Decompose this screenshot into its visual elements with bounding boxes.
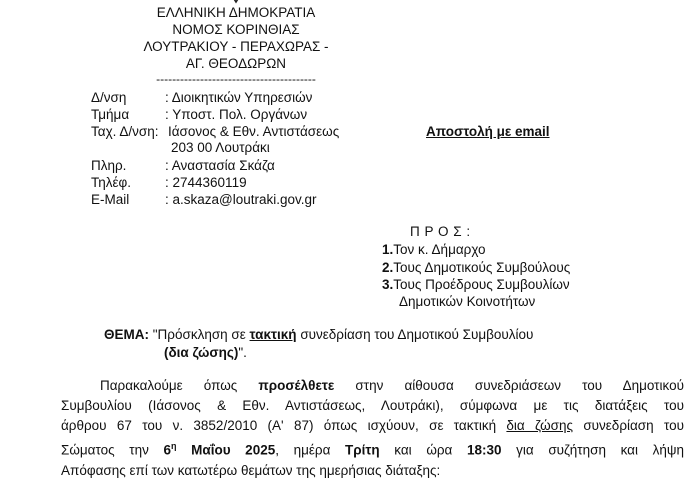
subject-pre: "Πρόσκληση σε bbox=[152, 327, 250, 342]
tmima-label: Τμήμα bbox=[91, 107, 130, 122]
issuer-header bbox=[112, 4, 360, 86]
subject-post: συνεδρίαση του Δημοτικού Συμβουλίου bbox=[296, 327, 534, 342]
header-line-3: ΛΟΥΤΡΑΚΙΟΥ - ΠΕΡΑΧΩΡΑΣ - bbox=[143, 39, 329, 54]
header-line-4: ΑΓ. ΘΕΟΔΩΡΩΝ bbox=[185, 56, 287, 71]
body-paragraph bbox=[96, 376, 684, 396]
body-text: άρθρου 67 του ν. 3852/2010 (Α' 87) όπως ισχύουν, σε τακτική bbox=[61, 418, 507, 433]
body-text: για συζήτηση και λήψη bbox=[501, 442, 685, 458]
date-month-year: Μαΐου 2025 bbox=[176, 442, 276, 458]
body-text: στην αίθουσα συνεδριάσεων του Δημοτικού bbox=[334, 378, 684, 393]
body-paragraph-cont bbox=[61, 396, 684, 481]
recipients-heading: Π Ρ Ο Σ : bbox=[410, 224, 471, 239]
weekday: Τρίτη bbox=[345, 442, 380, 458]
recipient-3-number: 3. bbox=[382, 277, 394, 292]
body-line-3 bbox=[61, 416, 684, 436]
header-line-1: ΕΛΛΗΝΙΚΗ ΔΗΜΟΚΡΑΤΙΑ bbox=[156, 5, 316, 20]
subject-line bbox=[104, 327, 533, 342]
subject-end: ". bbox=[238, 345, 247, 360]
body-text: και ώρα bbox=[379, 442, 467, 458]
date-suffix: η bbox=[171, 441, 177, 451]
dnsi-label: Δ/νση bbox=[91, 90, 127, 105]
recipient-3-continuation: Δημοτικών Κοινοτήτων bbox=[399, 294, 536, 309]
recipient-1-number: 1. bbox=[382, 242, 394, 257]
body-underline: δια ζώσης bbox=[506, 418, 573, 433]
postcode: 203 00 Λουτράκι bbox=[171, 140, 270, 155]
recipient-2 bbox=[382, 260, 570, 275]
phone-label: Τηλέφ. bbox=[91, 175, 132, 190]
body-text: Παρακαλούμε όπως bbox=[100, 378, 259, 393]
subject-mode: (δια ζώσης) bbox=[164, 345, 239, 360]
address-label: Ταχ. Δ/νση: bbox=[91, 124, 159, 139]
address-value: Ιάσονος & Εθν. Αντιστάσεως bbox=[168, 124, 340, 139]
subject-line-2 bbox=[164, 345, 247, 360]
body-line-2: Συμβουλίου (Ιάσονος & Εθν. Αντιστάσεως, Λουτράκι), σύμφωνα με τις διατάξεις του bbox=[61, 398, 684, 413]
body-line-1 bbox=[96, 376, 684, 396]
tmima-value: : Υποστ. Πολ. Οργάνων bbox=[165, 107, 308, 122]
body-line-4 bbox=[61, 436, 684, 461]
recipient-3-text: Τους Προέδρους Συμβουλίων bbox=[393, 277, 570, 292]
body-text: συνεδρίαση του bbox=[573, 418, 685, 433]
send-note: Αποστολή με email bbox=[426, 124, 550, 139]
recipient-2-text: Τους Δημοτικούς Συμβούλους bbox=[393, 260, 571, 275]
email-label: E-Mail bbox=[91, 192, 130, 207]
header-divider: ---------------------------------------- bbox=[156, 72, 316, 86]
body-text: Σώματος την bbox=[61, 442, 164, 458]
phone-value: : 2744360119 bbox=[165, 175, 247, 190]
recipient-3 bbox=[382, 277, 570, 292]
recipient-2-number: 2. bbox=[382, 260, 394, 275]
subject-label: ΘΕΜΑ: bbox=[104, 327, 149, 342]
subject-emphasis: τακτική bbox=[249, 327, 297, 342]
body-emphasis: προσέλθετε bbox=[258, 378, 335, 393]
meeting-time: 18:30 bbox=[466, 442, 502, 458]
date-day: 6 bbox=[163, 442, 172, 458]
dnsi-value: : Διοικητικών Υπηρεσιών bbox=[165, 90, 313, 105]
info-label: Πληρ. bbox=[91, 158, 127, 173]
email-value: : a.skaza@loutraki.gov.gr bbox=[165, 192, 317, 207]
recipient-1-text: Τον κ. Δήμαρχο bbox=[393, 242, 486, 257]
info-value: : Αναστασία Σκάζα bbox=[165, 158, 275, 173]
body-text: , ημέρα bbox=[275, 442, 346, 458]
header-line-2: ΝΟΜΟΣ ΚΟΡΙΝΘΙΑΣ bbox=[172, 22, 300, 37]
body-line-5: Απόφασης επί των κατωτέρω θεμάτων της ημερήσιας διάταξης: bbox=[61, 462, 441, 478]
recipient-1 bbox=[382, 242, 486, 257]
